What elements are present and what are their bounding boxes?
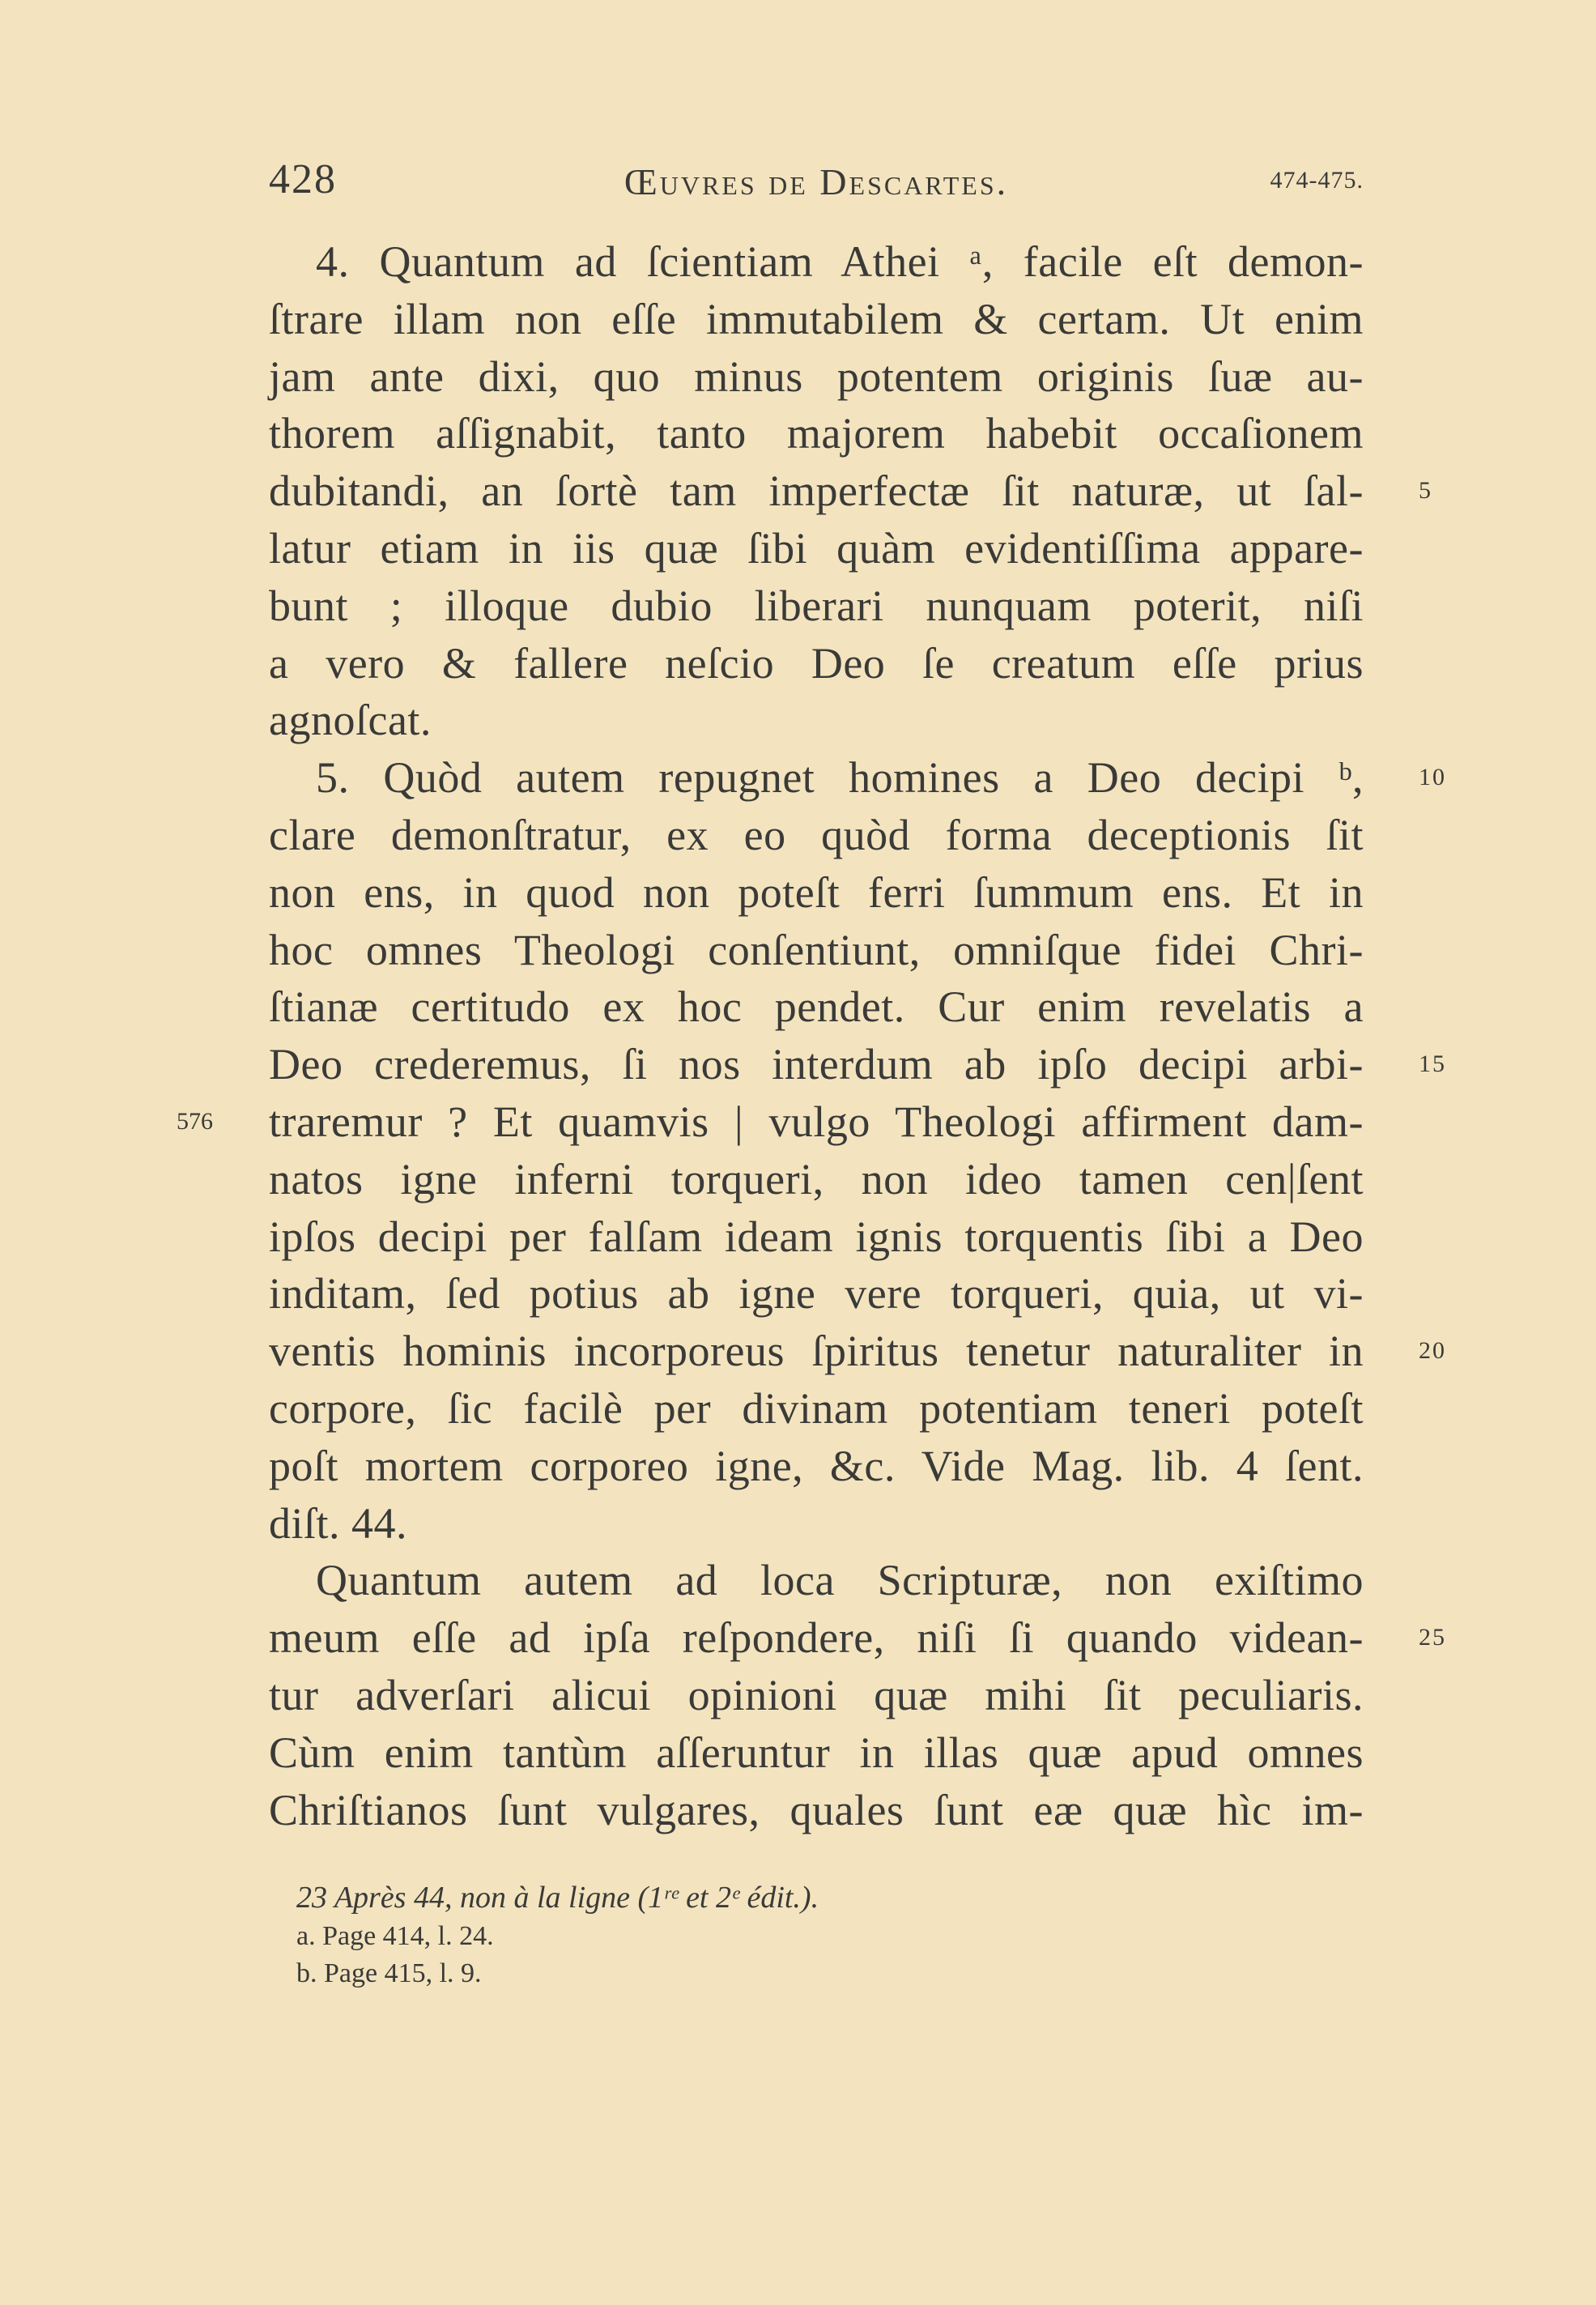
line-text: bunt ; illoque dubio liberari nunquam poterit, niſi — [269, 581, 1364, 630]
line-text: Chriſtianos ſunt vulgares, quales ſunt eæ quæ hìc im- — [269, 1785, 1364, 1834]
text-line — [269, 1724, 1364, 1782]
text-line — [269, 1380, 1364, 1438]
line-text: thorem aſſignabit, tanto majorem habebit occaſionem — [269, 409, 1364, 458]
text-line — [269, 749, 1446, 807]
text-line — [269, 1609, 1446, 1667]
main-text — [177, 233, 1446, 1838]
text-line — [269, 864, 1364, 922]
text-line — [269, 1208, 1364, 1266]
margin-page-ref: 576 — [177, 1107, 213, 1135]
line-text: jam ante dixi, quo minus potentem originis ſuæ au- — [269, 352, 1364, 401]
footnote-a: a. Page 414, l. 24. — [296, 1921, 494, 1951]
line-text: diſt. 44. — [269, 1498, 408, 1548]
line-text: Quantum autem ad loca Scripturæ, non exiſtimo — [316, 1556, 1364, 1605]
line-text: poſt mortem corporeo igne, &c. Vide Mag. lib. 4 ſent. — [269, 1441, 1364, 1490]
line-text: natos igne inferni torqueri, non ideo tamen cen|ſent — [269, 1154, 1364, 1204]
line-text: dubitandi, an ſortè tam imperfectæ ſit naturæ, ut ſal- — [269, 467, 1364, 516]
text-line — [269, 1495, 1364, 1553]
line-text: corpore, ſic facilè per divinam potentiam teneri poteſt — [269, 1383, 1364, 1433]
text-line — [269, 1552, 1364, 1609]
page-range: 474-475. — [1270, 167, 1364, 194]
page-header — [269, 156, 1364, 212]
text-line — [269, 1667, 1364, 1724]
text-line — [269, 1151, 1364, 1208]
text-line — [269, 807, 1364, 864]
line-text: Cùm enim tantùm aſſeruntur in illas quæ apud omnes — [269, 1728, 1364, 1777]
text-line — [269, 922, 1364, 979]
text-line — [269, 520, 1364, 577]
line-text: clare demonſtratur, ex eo quòd forma deceptionis ſit — [269, 810, 1364, 859]
footnotes — [296, 1877, 1349, 1992]
text-line — [269, 1438, 1364, 1495]
line-text: ſtrare illam non eſſe immutabilem & certam. Ut enim — [269, 294, 1364, 343]
line-text: ventis hominis incorporeus ſpiritus tenetur naturaliter in — [269, 1327, 1364, 1376]
text-line — [269, 1265, 1364, 1323]
line-text: latur etiam in iis quæ ſibi quàm evidentiſſima appare- — [269, 523, 1364, 573]
line-number: 5 — [1419, 477, 1432, 505]
text-line — [269, 233, 1364, 291]
line-text: traremur ? Et quamvis | vulgo Theologi affirment dam- — [269, 1097, 1364, 1146]
line-text: ipſos decipi per falſam ideam ignis torquentis ſibi a Deo — [269, 1212, 1364, 1261]
line-text: agnoſcat. — [269, 696, 432, 745]
text-line — [269, 635, 1364, 692]
footnote-b: b. Page 415, l. 9. — [296, 1958, 482, 1988]
text-line — [269, 577, 1364, 635]
line-text: non ens, in quod non poteſt ferri ſummum ens. Et in — [269, 867, 1364, 917]
line-number: 25 — [1419, 1624, 1446, 1651]
text-line — [269, 405, 1364, 462]
running-title: Œuvres de Descartes. — [624, 161, 1009, 202]
line-number: 10 — [1419, 764, 1446, 791]
text-line — [269, 692, 1364, 749]
line-text: ſtianæ certitudo ex hoc pendet. Cur enim revelatis a — [269, 982, 1364, 1032]
line-text: hoc omnes Theologi conſentiunt, omniſque fidei Chri- — [269, 925, 1364, 974]
line-text: meum eſſe ad ipſa reſpondere, niſi ſi quando videan- — [269, 1613, 1364, 1663]
text-line — [269, 291, 1364, 348]
text-line — [269, 1782, 1364, 1839]
line-text: inditam, ſed potius ab igne vere torqueri, quia, ut vi- — [269, 1269, 1364, 1319]
text-line — [269, 462, 1432, 520]
line-text: tur adverſari alicui opinioni quæ mihi ſit peculiaris. — [269, 1670, 1364, 1719]
text-line — [269, 1323, 1446, 1380]
line-text: a vero & fallere neſcio Deo ſe creatum eſſe prius — [269, 638, 1364, 688]
text-line — [269, 348, 1364, 406]
line-number: 15 — [1419, 1050, 1446, 1078]
text-line — [177, 1093, 1364, 1151]
text-line — [269, 978, 1364, 1036]
line-number: 20 — [1419, 1337, 1446, 1365]
line-text: 5. Quòd autem repugnet homines a Deo decipi ᵇ, — [316, 753, 1364, 803]
text-line — [269, 1036, 1446, 1093]
page-number: 428 — [269, 156, 337, 202]
line-text: Deo crederemus, ſi nos interdum ab ipſo decipi arbi- — [269, 1040, 1364, 1089]
line-text: 4. Quantum ad ſcientiam Athei ᵃ, facile eſt demon- — [316, 237, 1364, 286]
variant-note: 23 Après 44, non à la ligne (1ʳᵉ et 2ᵉ édit.). — [296, 1881, 819, 1915]
